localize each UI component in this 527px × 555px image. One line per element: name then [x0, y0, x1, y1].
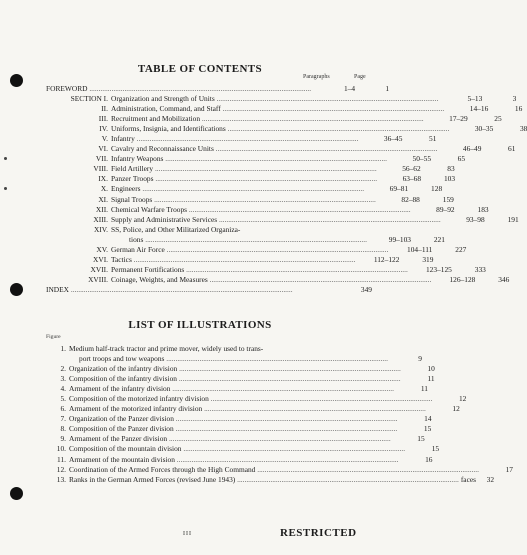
- illustration-text: Coordination of the Armed Forces through the High Command: [69, 464, 256, 474]
- toc-paragraphs: 99–103: [388, 234, 411, 244]
- toc-leader-dots: ........................................................................................................................: [152, 194, 376, 204]
- toc-entry-text: Recruitment and Mobilization: [111, 114, 201, 124]
- toc-entry-title: [111, 154, 387, 164]
- toc-entry-title: [111, 94, 438, 104]
- toc-entry-text: Permanent Fortifications: [111, 264, 185, 274]
- toc-title: TABLE OF CONTENTS: [137, 63, 263, 75]
- toc-entry-title: [111, 225, 294, 235]
- toc-entry-text: Chemical Warfare Troops: [111, 204, 188, 214]
- illustration-row: [46, 444, 440, 454]
- illustration-row: [46, 474, 495, 485]
- toc-entry-title: [111, 255, 355, 265]
- toc-paragraphs: 5–13: [467, 94, 483, 104]
- toc-page: 349: [360, 284, 372, 294]
- toc-page: 61: [508, 144, 516, 154]
- illustration-page: 15: [431, 444, 440, 454]
- toc-paragraphs: 50–55: [412, 154, 432, 164]
- toc-entry-title: [111, 195, 376, 205]
- illustration-leader-dots: ........................................................................................................................: [202, 404, 426, 414]
- illustration-page: [338, 344, 372, 354]
- illustration-leader-dots: ........................................................................................................................: [173, 414, 398, 424]
- illustration-row: [46, 364, 435, 374]
- illustration-row: [46, 394, 467, 404]
- toc-entry-title: [111, 124, 449, 134]
- toc-entry-title: [111, 235, 367, 245]
- toc-entry-title: [46, 84, 311, 94]
- punch-hole: [10, 74, 23, 87]
- illustration-title: [69, 344, 338, 354]
- illustration-row: [46, 374, 435, 384]
- toc-paragraphs: 36–45: [383, 134, 403, 144]
- toc-paragraphs: [294, 225, 338, 235]
- illustration-leader-dots: ........................................................................................................................: [181, 444, 406, 454]
- figure-number: 8.: [60, 424, 66, 434]
- toc-section-number: XIII.: [93, 214, 108, 224]
- toc-entry-text: Field Artillery: [111, 164, 154, 174]
- figure-number: 12.: [56, 464, 66, 474]
- illustration-page: 15: [417, 434, 425, 444]
- illustration-text: Armament of the motorized infantry division: [69, 404, 203, 414]
- illustrations-title: LIST OF ILLUSTRATIONS: [128, 319, 272, 331]
- illustration-leader-dots: ........................................................................................................................: [173, 424, 398, 434]
- illustration-title: [69, 424, 397, 434]
- toc-paragraphs: 46–49: [462, 144, 482, 154]
- margin-mark: [4, 187, 7, 190]
- illustration-title: [69, 465, 479, 475]
- illustration-leader-dots: ........................................................................................................................: [170, 384, 394, 394]
- toc-section-number: X.: [100, 184, 108, 194]
- toc-leader-dots: ........................................................................................................................: [134, 134, 359, 144]
- toc-paragraphs: 89–92: [436, 204, 455, 214]
- toc-entry-text: Engineers: [111, 184, 141, 194]
- illustration-page: 12: [458, 394, 467, 404]
- illustration-leader-dots: ........................................................................................................................: [177, 364, 401, 374]
- toc-paragraphs: 123–125: [425, 264, 452, 274]
- toc-leader-dots: ........................................................................................................................: [220, 104, 445, 114]
- toc-page: 183: [477, 204, 489, 214]
- figure-number: 5.: [60, 394, 66, 404]
- figure-number: 2.: [60, 364, 66, 374]
- toc-entry-text: Panzer Troops: [111, 174, 154, 184]
- illustration-leader-dots: ........................................................................................................................: [167, 434, 391, 444]
- toc-row: [46, 174, 456, 184]
- toc-row: [46, 94, 517, 104]
- toc-paragraphs: 112–122: [373, 254, 400, 264]
- figure-number: [46, 354, 69, 364]
- toc-paragraphs: 14–16: [469, 104, 489, 114]
- illustration-page: 12: [452, 404, 460, 414]
- toc-section-number: XI.: [98, 194, 108, 204]
- toc-page: 65: [457, 154, 466, 164]
- illustration-page: 15: [423, 424, 432, 434]
- toc-entry-title: [111, 174, 377, 184]
- toc-entry-text: INDEX: [46, 284, 69, 294]
- figure-number: 6.: [60, 404, 66, 414]
- toc-page: 159: [442, 194, 454, 204]
- toc-entry-title: [111, 245, 388, 255]
- illustration-title: [69, 394, 432, 404]
- toc-leader-dots: ........................................................................................................................: [143, 234, 367, 244]
- toc-entry-text: Signal Troops: [111, 194, 153, 204]
- toc-entry-text: SS, Police, and Other Militarized Organiza-: [111, 224, 241, 234]
- toc-entry-text: Tactics: [111, 254, 132, 264]
- toc-leader-dots: ........................................................................................................................: [214, 94, 439, 104]
- toc-row: [46, 114, 502, 124]
- toc-page: 25: [494, 114, 502, 124]
- toc-leader-dots: ........................................................................................................................: [207, 274, 432, 284]
- page-number: III: [183, 531, 192, 537]
- toc-leader-dots: ........................................................................................................................: [184, 264, 408, 274]
- illustration-text: Medium half-track tractor and prime mover, widely used to trans-: [69, 344, 264, 353]
- toc-leader-dots: ........................................................................................................................: [153, 164, 377, 174]
- toc-section-number: VIII.: [93, 164, 108, 174]
- illustration-page: 10: [427, 364, 435, 374]
- illustration-row: [46, 384, 428, 394]
- figure-number: 7.: [60, 414, 66, 424]
- toc-paragraphs: 82–88: [401, 194, 420, 204]
- toc-row: [46, 184, 443, 194]
- toc-paragraphs: 63–68: [402, 174, 422, 184]
- restricted-stamp: RESTRICTED: [280, 527, 357, 539]
- toc-row: [46, 234, 445, 245]
- toc-row: [46, 104, 523, 114]
- illustration-text: Ranks in the German Armed Forces (revised June 1943): [69, 474, 236, 484]
- toc-entry-title: [111, 215, 441, 225]
- illustration-row: [46, 344, 372, 354]
- toc-entry-title: [111, 134, 358, 144]
- figure-number: 13.: [56, 474, 66, 484]
- toc-row: [46, 154, 466, 164]
- figure-number: 1.: [60, 344, 66, 353]
- figure-number: 4.: [60, 384, 66, 394]
- toc-page: 103: [443, 174, 456, 184]
- toc-row: [46, 285, 372, 295]
- illustration-text: Composition of the infantry division: [69, 374, 177, 384]
- toc-row: [46, 274, 510, 285]
- toc-section-number: V.: [101, 134, 108, 144]
- illustration-title: [69, 354, 388, 364]
- margin-mark: [4, 157, 7, 160]
- toc-leader-dots: ........................................................................................................................: [225, 124, 450, 134]
- toc-row: [46, 264, 486, 275]
- toc-entry-title: [46, 285, 294, 295]
- toc-row: [46, 244, 467, 255]
- toc-section-number: IX.: [98, 174, 108, 184]
- illustration-title: [69, 475, 459, 485]
- toc-row: [46, 84, 390, 94]
- illustration-page: 32: [486, 474, 495, 484]
- illustration-title: [69, 455, 399, 465]
- illustration-text: Composition of the motorized infantry division: [69, 394, 209, 404]
- toc-leader-dots: ........................................................................................................................: [87, 84, 312, 93]
- toc-entry-title: [111, 104, 444, 114]
- toc-leader-dots: ........................................................................................................................: [153, 174, 378, 184]
- toc-leader-dots: ........................................................................................................................: [131, 254, 356, 264]
- toc-row: [46, 144, 516, 154]
- punch-hole: [10, 283, 23, 296]
- toc-page: 346: [498, 274, 510, 284]
- toc-entry-text: Organization and Strength of Units: [111, 94, 215, 104]
- toc-entry-text: Supply and Administrative Services: [111, 214, 218, 224]
- toc-page: 3: [512, 94, 517, 104]
- illustration-page: 11: [420, 384, 428, 394]
- toc-leader-dots: ........................................................................................................................: [140, 184, 365, 194]
- toc-entry-text: Uniforms, Insignia, and Identifications: [111, 124, 226, 134]
- toc-paragraphs: 30–35: [474, 124, 494, 134]
- toc-page: 333: [474, 264, 486, 274]
- illustration-row: [46, 454, 433, 465]
- toc-entry-text: Coinage, Weights, and Measures: [111, 274, 208, 284]
- toc-section-number: XVI.: [93, 254, 108, 264]
- toc-entry-title: [111, 265, 408, 275]
- figure-number: 9.: [60, 434, 66, 444]
- punch-hole: [10, 487, 23, 500]
- toc-entry-text: tions: [129, 234, 144, 244]
- toc-row: [46, 214, 519, 225]
- toc-entry-text: Infantry Weapons: [111, 154, 164, 164]
- illustration-row: [46, 414, 432, 424]
- illustration-title: [69, 384, 394, 394]
- toc-section-number: VII.: [95, 154, 108, 164]
- illustration-page: 11: [427, 374, 435, 384]
- illustration-faces-note: faces: [460, 474, 477, 484]
- toc-leader-dots: ........................................................................................................................: [69, 284, 293, 294]
- illustration-text: Armament of the Panzer division: [69, 434, 168, 444]
- toc-page: 51: [429, 134, 437, 144]
- illustration-text: Composition of the mountain division: [69, 444, 182, 454]
- toc-paragraphs: 126–128: [449, 274, 476, 284]
- illustration-text: Armament of the mountain division: [69, 454, 175, 464]
- illustration-row: [46, 434, 425, 444]
- illustration-leader-dots: ........................................................................................................................: [174, 454, 399, 464]
- illustration-page: 17: [505, 464, 513, 474]
- toc-section-number: [46, 235, 111, 245]
- toc-page: 1: [385, 84, 390, 93]
- toc-section-number: IV.: [99, 124, 108, 134]
- toc-paragraphs: 17–29: [449, 114, 468, 124]
- toc-paragraphs: 1–4: [343, 84, 356, 93]
- toc-paragraphs: [294, 285, 338, 295]
- illustration-leader-dots: ........................................................................................................................: [176, 374, 401, 384]
- toc-row: [46, 194, 454, 205]
- toc-row: [46, 134, 437, 144]
- toc-section-number: XV.: [96, 244, 108, 254]
- illustration-row: [46, 354, 422, 364]
- toc-entry-title: [111, 114, 424, 124]
- illustration-title: [69, 434, 391, 444]
- illustration-title: [69, 374, 401, 384]
- illustration-text: Organization of the Panzer division: [69, 414, 174, 424]
- toc-entry-text: Infantry: [111, 134, 135, 144]
- toc-leader-dots: ........................................................................................................................: [200, 114, 424, 124]
- toc-row: [46, 204, 489, 215]
- toc-page: 38: [519, 124, 527, 134]
- illustration-text: Organization of the infantry division: [69, 364, 178, 374]
- toc-section-number: II.: [101, 104, 108, 114]
- figure-number: 11.: [57, 454, 66, 464]
- toc-section-number: XII.: [95, 204, 108, 214]
- illustration-title: [69, 414, 398, 424]
- toc-entry-title: [111, 164, 377, 174]
- toc-paragraphs: 69–81: [389, 184, 409, 194]
- illustration-page: 16: [425, 454, 433, 464]
- toc-entry-text: FOREWORD: [46, 84, 88, 93]
- toc-section-number: VI.: [98, 144, 108, 154]
- toc-leader-dots: ........................................................................................................................: [217, 214, 441, 224]
- toc-page: [338, 225, 372, 235]
- toc-row: [46, 225, 372, 235]
- toc-entry-title: [111, 184, 364, 194]
- toc-section-number: XVII.: [90, 264, 108, 274]
- illustration-row: [46, 404, 460, 414]
- toc-leader-dots: ........................................................................................................................: [187, 204, 411, 214]
- illustration-title: [69, 364, 401, 374]
- toc-paragraphs: 104–111: [407, 244, 433, 254]
- toc-row: [46, 254, 434, 265]
- col-page-header: Page: [354, 74, 366, 80]
- toc-leader-dots: ........................................................................................................................: [164, 244, 389, 254]
- toc-page: 83: [447, 164, 455, 174]
- illustration-text: Armament of the infantry division: [69, 384, 171, 394]
- illustration-title: [69, 444, 405, 454]
- toc-section-number: XIV.: [93, 224, 108, 234]
- illustration-row: [46, 424, 432, 434]
- toc-page: 319: [422, 254, 434, 264]
- toc-section-number: XVIII.: [88, 274, 108, 284]
- toc-page: 191: [507, 214, 519, 224]
- toc-entry-title: [111, 275, 431, 285]
- toc-page: 16: [514, 104, 523, 114]
- toc-entry-text: Cavalry and Reconnaissance Units: [111, 144, 214, 154]
- toc-page: 227: [455, 244, 467, 254]
- figure-number: 3.: [60, 374, 66, 384]
- toc-row: [46, 164, 455, 174]
- illustration-row: [46, 464, 513, 475]
- toc-entry-text: German Air Force: [111, 244, 165, 254]
- toc-section-number: III.: [98, 114, 108, 124]
- toc-paragraphs: 93–98: [466, 214, 485, 224]
- illustration-leader-dots: ........................................................................................................................: [164, 354, 388, 364]
- toc-section-number: SECTION I.: [70, 94, 108, 104]
- illustrations-list: [46, 344, 513, 485]
- toc-page: 221: [433, 234, 445, 244]
- toc-list: [46, 84, 527, 295]
- illustration-text: Composition of the Panzer division: [69, 424, 174, 434]
- figure-column-label: Figure: [46, 334, 61, 340]
- illustration-leader-dots: ........................................................................................................................: [255, 464, 479, 474]
- toc-page: 128: [431, 184, 443, 194]
- toc-leader-dots: ........................................................................................................................: [163, 154, 388, 164]
- illustration-page: 14: [424, 414, 432, 424]
- illustration-leader-dots: ........................................................................................................................: [235, 474, 459, 484]
- toc-entry-text: Administration, Command, and Staff: [111, 104, 221, 114]
- illustration-text: port troops and tow weapons: [79, 354, 165, 364]
- toc-entry-title: [111, 144, 437, 154]
- figure-number: 10.: [56, 444, 66, 454]
- toc-entry-title: [111, 205, 411, 215]
- toc-row: [46, 124, 527, 134]
- toc-leader-dots: ........................................................................................................................: [213, 144, 438, 154]
- illustration-leader-dots: ........................................................................................................................: [208, 394, 433, 404]
- illustration-page: 9: [418, 354, 422, 364]
- illustration-title: [69, 404, 426, 414]
- toc-paragraphs: 56–62: [402, 164, 421, 174]
- col-paragraphs-header: Paragraphs: [303, 74, 330, 80]
